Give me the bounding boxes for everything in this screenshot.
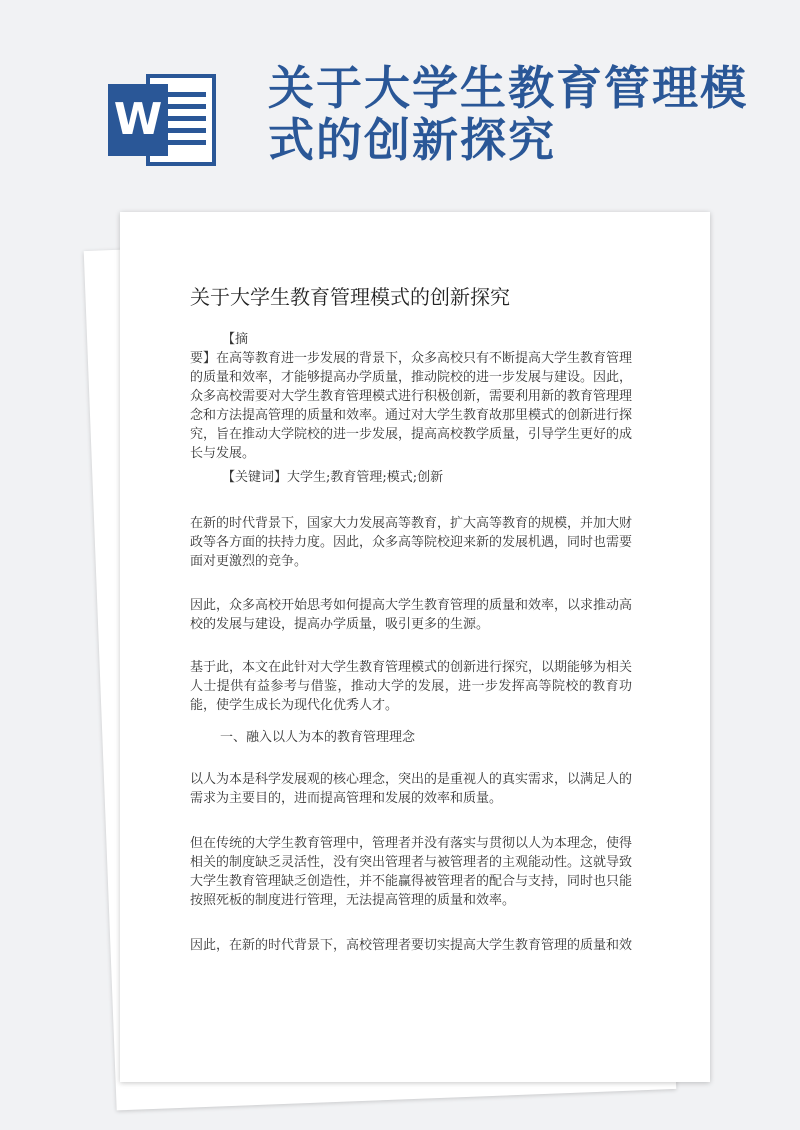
paragraph-6: 因此，在新的时代背景下，高校管理者要切实提高大学生教育管理的质量和效 — [190, 938, 633, 953]
paragraph-2: 因此，众多高校开始思考如何提高大学生教育管理的质量和效率，以求推动高校的发展与建设，提高办学质量，吸引更多的生源。 — [190, 598, 633, 632]
paragraph-1: 在新的时代背景下，国家大力发展高等教育，扩大高等教育的规模，并加大财政等各方面的扶持力度。因此，众多高等院校迎来新的发展机遇，同时也需要面对更激烈的竞争。 — [190, 516, 633, 569]
paragraph-4: 以人为本是科学发展观的核心理念，突出的是重视人的真实需求，以满足人的需求为主要目的，进而提高管理和发展的效率和质量。 — [190, 772, 633, 806]
paragraph-3: 基于此，本文在此针对大学生教育管理模式的创新进行探究，以期能够为相关人士提供有益参考与借鉴，推动大学的发展，进一步发挥高等院校的教育功能，使学生成长为现代化优秀人才。 — [190, 660, 633, 713]
document-page — [120, 212, 710, 1082]
paragraph-5: 但在传统的大学生教育管理中，管理者并没有落实与贯彻以人为本理念，使得相关的制度缺乏灵活性，没有突出管理者与被管理者的主观能动性。这就导致大学生教育管理缺乏创造性，并不能赢得被管理者的配合与支持，同时也只能按照死板的制度进行管理，无法提高管理的质量和效率。 — [190, 836, 633, 908]
svg-text:W: W — [113, 94, 163, 145]
keywords-line: 【关键词】大学生;教育管理;模式;创新 — [222, 470, 444, 485]
page-title: 关于大学生教育管理模式的创新探究 — [268, 61, 748, 167]
abstract-paragraph: 要】在高等教育进一步发展的背景下，众多高校只有不断提高大学生教育管理的质量和效率，才能够提高办学质量，推动院校的进一步发展与建设。因此，众多高校需要对大学生教育管理模式进行积极创新，需要利用新的教育管理理念和方法提高管理的质量和效率。通过对大学生教育故那里模式的创新进行探究，旨在推动大学院校的进一步发展，提高高校教学质量，引导学生更好的成长与发展。 — [190, 351, 633, 461]
abstract-label: 【摘 — [222, 332, 249, 347]
header-banner — [0, 0, 800, 200]
section-heading-1: 一、融入以人为本的教育管理理念 — [220, 730, 416, 745]
word-document-icon — [108, 72, 218, 168]
document-title: 关于大学生教育管理模式的创新探究 — [190, 285, 510, 309]
